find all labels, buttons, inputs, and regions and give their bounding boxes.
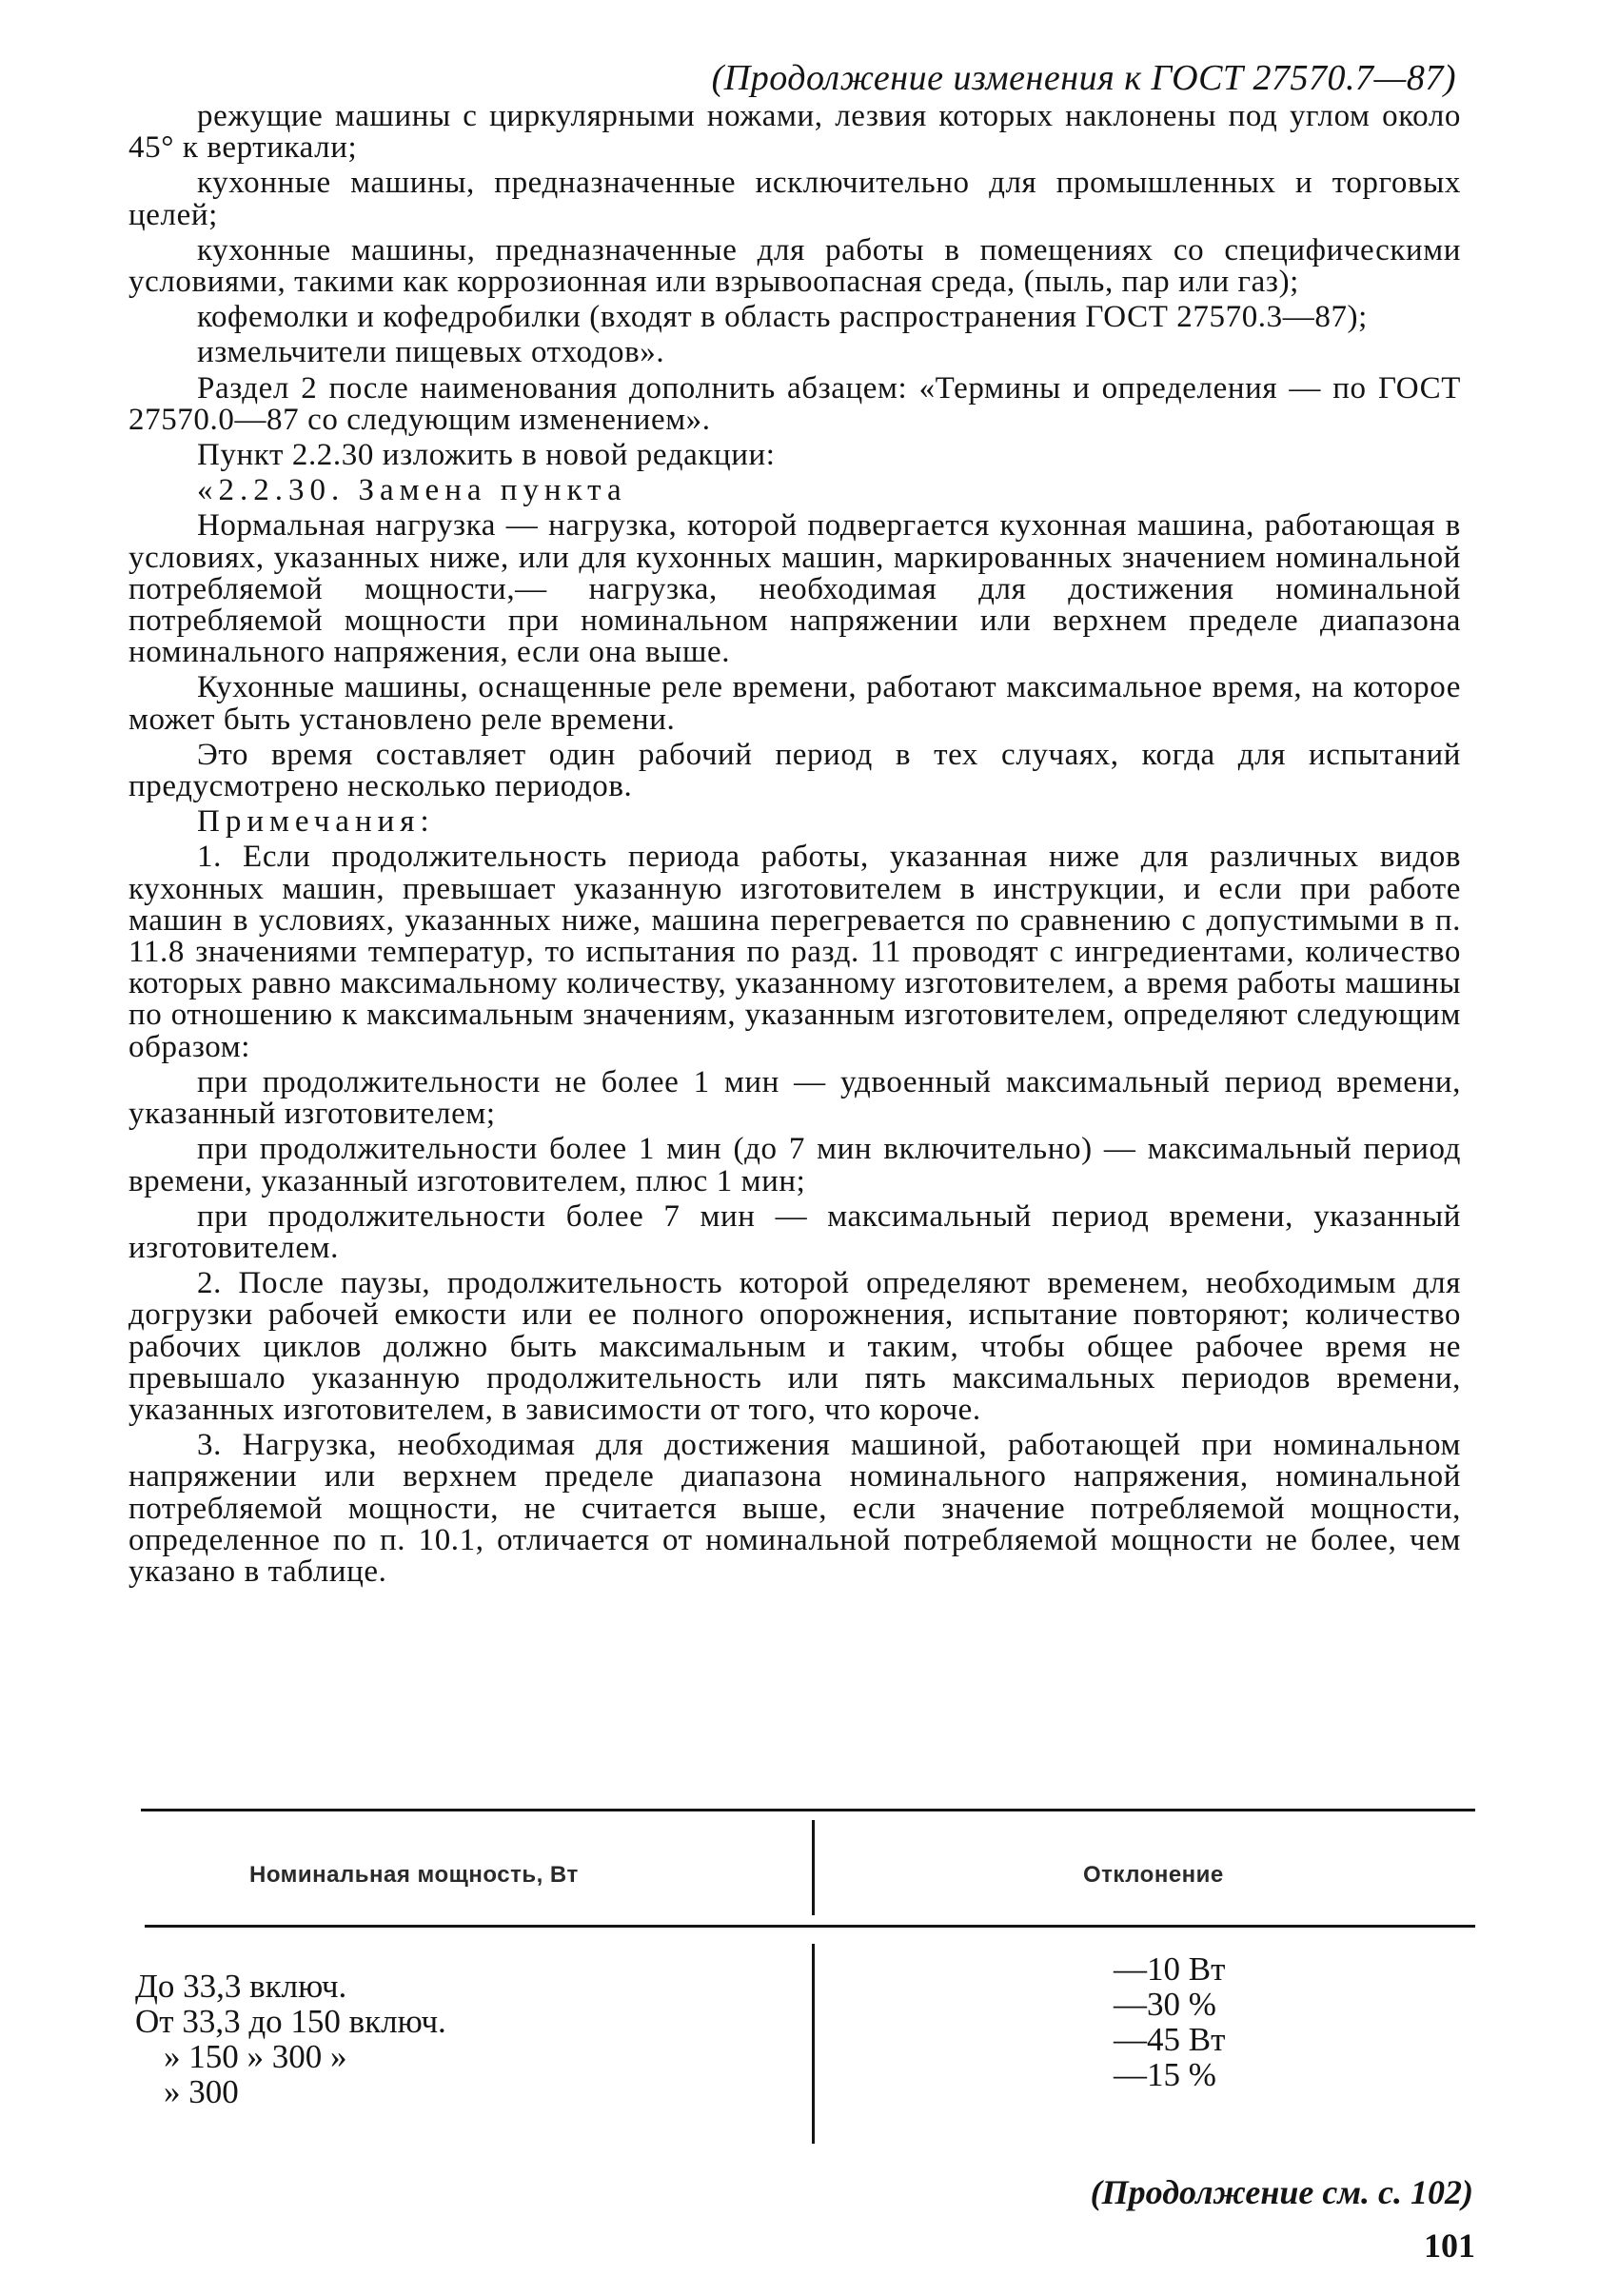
table-header-rule <box>145 1925 1475 1928</box>
table-column-deviation <box>1114 1951 1225 2092</box>
table-column-divider <box>812 1944 815 2144</box>
table-header-deviation: Отклонение <box>1083 1862 1224 1888</box>
paragraph: при продолжительности более 1 мин (до 7 мин включительно) — максимальный период времени, указанный изготовителем, плюс 1 мин; <box>128 1132 1461 1198</box>
continuation-note: (Продолжение см. с. 102) <box>1090 2173 1473 2211</box>
table-cell: —10 Вт <box>1114 1950 1226 1988</box>
paragraph: Раздел 2 после наименования дополнить абзацем: «Термины и определения — по ГОСТ 27570.0—87 со следующим изменением». <box>128 370 1461 437</box>
paragraph: Кухонные машины, оснащенные реле времени, работают максимальное время, на которое может быть установлено реле времени. <box>128 670 1461 737</box>
paragraph: кухонные машины, предназначенные исключительно для промышленных и торговых целей; <box>128 166 1461 232</box>
table-cell: —15 % <box>1114 2056 1216 2093</box>
notes-heading: Примечания: <box>197 804 435 840</box>
table-header-power: Номинальная мощность, Вт <box>249 1862 579 1888</box>
clause-heading: «2.2.30. Замена пункта <box>197 473 627 508</box>
body-text <box>128 101 1461 1592</box>
note-2: 2. После паузы, продолжительность которой определяют временем, необходимым для догрузки рабочей емкости или ее полного опорожнения, испытание повторяют; количество рабочих циклов должно быть максимальным и таким, чтобы общее рабочее время не превышало указанную продолжительность или пять максимальных периодов времени, указанных изготовителем, в зависимости от того, что короче. <box>128 1266 1461 1427</box>
paragraph: при продолжительности более 7 мин — максимальный период времени, указанный изготовителем. <box>128 1198 1461 1265</box>
table-cell: » 300 <box>164 2073 239 2110</box>
paragraph: Это время составляет один рабочий период в тех случаях, когда для испытаний предусмотрено несколько периодов. <box>128 737 1461 804</box>
paragraph: Пункт 2.2.30 изложить в новой редакции: <box>197 438 776 473</box>
paragraph: измельчители пищевых отходов». <box>197 335 665 370</box>
paragraph: Нормальная нагрузка — нагрузка, которой подвергается кухонная машина, работающая в условиях, указанных ниже, или для кухонных машин, маркированных значением номинальной потребляемой мощности,— нагрузка, необходимая для достижения номинальной потребляемой мощности при номинальном напряжении или верхнем пределе диапазона номинального напряжения, если она выше. <box>128 508 1461 670</box>
table-cell: От 33,3 до 150 включ. <box>135 2003 446 2040</box>
table-cell: » 150 » 300 » <box>164 2038 347 2075</box>
running-header: (Продолжение изменения к ГОСТ 27570.7—87) <box>711 58 1456 98</box>
table-header-divider <box>812 1820 815 1915</box>
page-number: 101 <box>1424 2227 1475 2265</box>
table-column-power <box>135 1969 446 2109</box>
note-3: 3. Нагрузка, необходимая для достижения машиной, работающей при номинальном напряжении или верхнем пределе диапазона номинального напряжения, номинальной потребляемой мощности, не считается выше, если значение потребляемой мощности, определенное по п. 10.1, отличается от номинальной потребляемой мощности не более, чем указано в таблице. <box>128 1428 1461 1589</box>
paragraph: режущие машины с циркулярными ножами, лезвия которых наклонены под углом около 45° к вертикали; <box>128 99 1461 166</box>
paragraph: кофемолки и кофедробилки (входят в область распространения ГОСТ 27570.3—87); <box>197 300 1368 335</box>
table-cell: —30 % <box>1114 1986 1216 2023</box>
table-top-rule <box>141 1809 1475 1811</box>
note-1: 1. Если продолжительность периода работы, указанная ниже для различных видов кухонных машин, превышает указанную изготовителем в инструкции, и если при работе машин в условиях, указанных ниже, машина перегревается по сравнению с допустимыми в п. 11.8 значениями температур, то испытания по разд. 11 проводят с ингредиентами, количество которых равно максимальному количеству, указанному изготовителем, а время работы машины по отношению к максимальным значениям, указанным изготовителем, определяют следующим образом: <box>128 840 1461 1064</box>
paragraph: при продолжительности не более 1 мин — удвоенный максимальный период времени, указанный изготовителем; <box>128 1064 1461 1132</box>
table-cell: —45 Вт <box>1114 2021 1226 2058</box>
paragraph: кухонные машины, предназначенные для работы в помещениях со специфическими условиями, такими как коррозионная или взрывоопасная среда, (пыль, пар или газ); <box>128 232 1461 300</box>
table-cell: До 33,3 включ. <box>135 1968 347 2005</box>
